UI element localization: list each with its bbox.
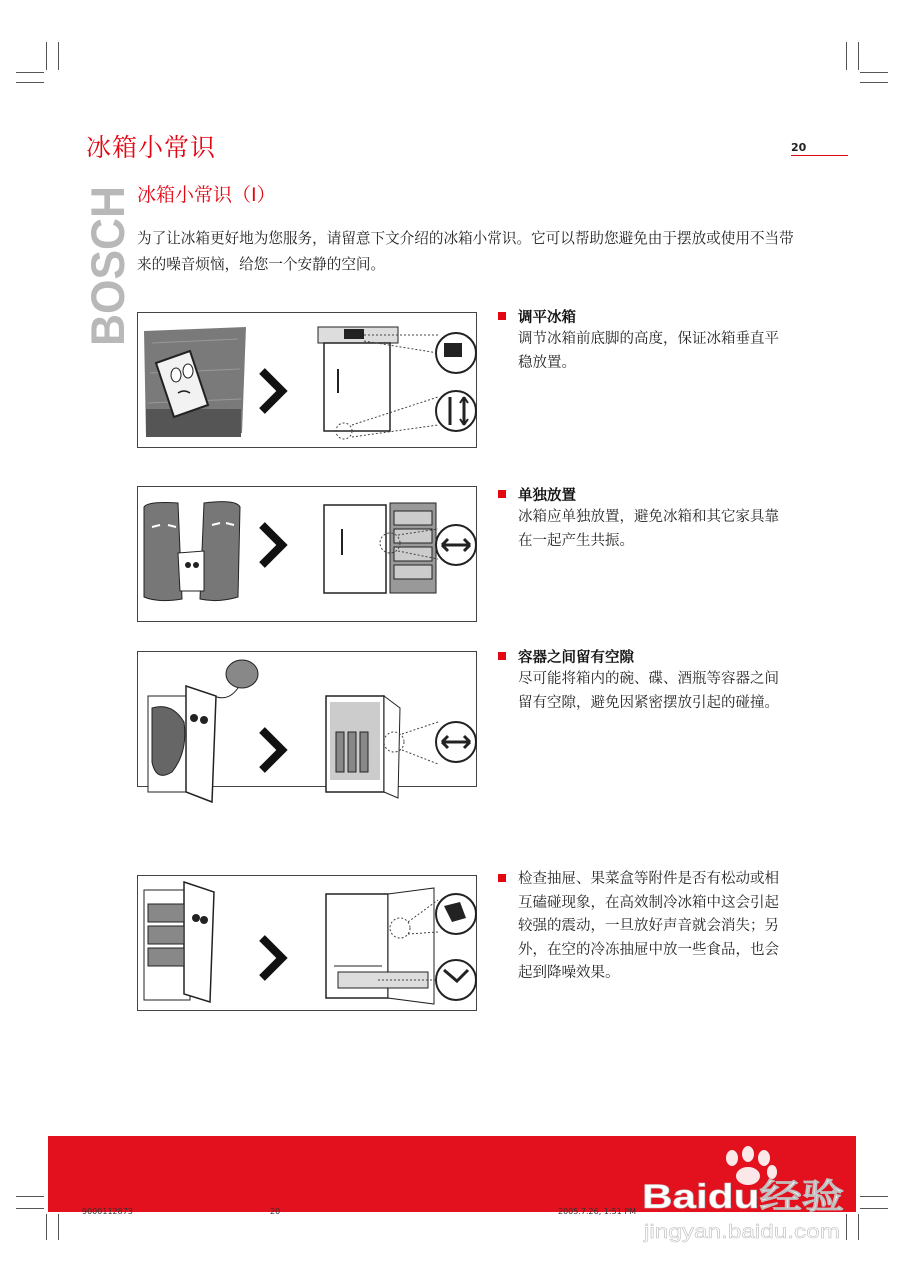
tip-heading: 容器之间留有空隙 (518, 650, 634, 666)
watermark-logo-text: Baidu经验 (642, 1178, 844, 1216)
crop-mark (858, 42, 859, 70)
watermark-logo (640, 1146, 850, 1246)
tip-body: 冰箱应单独放置，避免冰箱和其它家具靠在一起产生共振。 (518, 509, 779, 549)
footer-page-number: 20 (270, 1207, 281, 1216)
crop-mark (858, 1214, 859, 1240)
brand-logo (81, 176, 134, 346)
illustration-spacing (137, 651, 477, 787)
drawers-drawing (138, 876, 478, 1012)
bullet-marker (498, 874, 506, 882)
bullet-marker (498, 312, 506, 320)
section-subtitle: 冰箱小常识（I） (137, 184, 276, 206)
tip-body: 检查抽屉、果菜盒等附件是否有松动或相互磕碰现象，在高效制冷冰箱中这会引起较强的震动，一旦放好声音就会消失；另外，在空的冷冻抽屉中放一些食品，也会起到降噪效果。 (518, 871, 779, 981)
illustration-leveling (137, 312, 477, 448)
crop-mark (46, 1214, 47, 1240)
crop-mark (16, 82, 44, 83)
standalone-drawing (138, 487, 478, 623)
crop-mark (860, 1208, 888, 1209)
crop-mark (58, 42, 59, 70)
crop-mark (860, 72, 888, 73)
bullet-marker (498, 652, 506, 660)
footer-doc-code: 9000112873 (82, 1207, 133, 1216)
crop-mark (46, 42, 47, 70)
brand-text: BOSCH (81, 176, 134, 346)
illustration-standalone (137, 486, 477, 622)
crop-mark (16, 1196, 44, 1197)
tip-heading: 单独放置 (518, 488, 576, 504)
leveling-drawing (138, 313, 478, 449)
page-number-rule (791, 155, 848, 156)
illustration-drawers (137, 875, 477, 1011)
bullet-marker (498, 490, 506, 498)
tip-heading: 调平冰箱 (518, 310, 576, 326)
crop-mark (58, 1214, 59, 1240)
tip-body: 尽可能将箱内的碗、碟、酒瓶等容器之间留有空隙，避免因紧密摆放引起的碰撞。 (518, 671, 779, 711)
crop-mark (860, 1196, 888, 1197)
page-title: 冰箱小常识 (86, 133, 217, 162)
footer-timestamp: 2005.7.26, 1:51 PM (558, 1207, 637, 1216)
crop-mark (16, 1208, 44, 1209)
intro-paragraph: 为了让冰箱更好地为您服务，请留意下文介绍的冰箱小常识。它可以帮助您避免由于摆放或使用不当带来的噪音烦恼，给您一个安静的空间。 (137, 230, 794, 273)
page-number: 20 (791, 141, 807, 154)
crop-mark (846, 42, 847, 70)
crop-mark (16, 72, 44, 73)
watermark-url: jingyan.baidu.com (642, 1222, 840, 1243)
tip-body: 调节冰箱前底脚的高度，保证冰箱垂直平稳放置。 (518, 331, 779, 371)
spacing-drawing (138, 652, 478, 808)
crop-mark (860, 82, 888, 83)
